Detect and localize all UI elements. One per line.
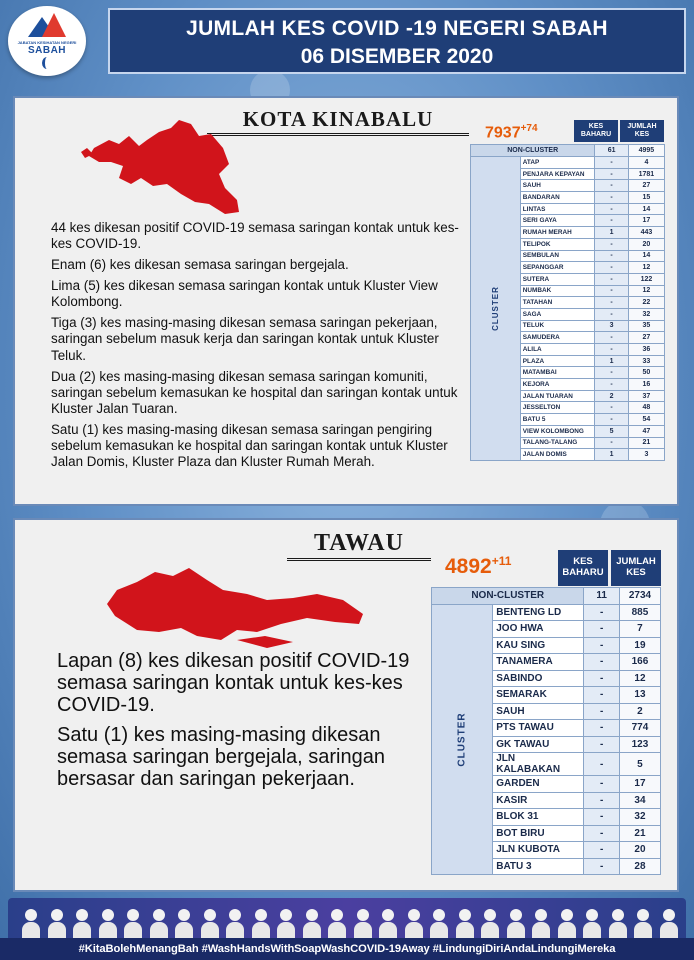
frontliner-figure-icon xyxy=(609,909,627,938)
tw-col-header-new: KES BAHARU xyxy=(558,550,608,586)
cluster-name: PENJARA KEPAYAN xyxy=(520,168,595,180)
cluster-name: GARDEN xyxy=(493,776,584,793)
cluster-name: JLN KUBOTA xyxy=(493,842,584,859)
cluster-new-cases: 3 xyxy=(595,320,629,332)
cluster-name: SAUH xyxy=(493,703,584,720)
cluster-total-cases: 122 xyxy=(628,273,664,285)
cluster-new-cases: - xyxy=(584,842,619,859)
cluster-new-cases: - xyxy=(584,858,619,875)
row-new-cases: 61 xyxy=(595,145,629,157)
kota-kinabalu-map-icon xyxy=(79,118,249,218)
tawau-total-cases xyxy=(445,554,511,579)
kota-kinabalu-cluster-table xyxy=(470,144,665,461)
kota-kinabalu-description xyxy=(51,220,471,475)
cluster-total-cases: 14 xyxy=(628,203,664,215)
cluster-total-cases: 17 xyxy=(628,215,664,227)
cluster-total-cases: 32 xyxy=(619,809,660,826)
cluster-new-cases: - xyxy=(584,720,619,737)
cluster-new-cases: - xyxy=(584,670,619,687)
row-total-cases: 4995 xyxy=(628,145,664,157)
cluster-name: TALANG-TALANG xyxy=(520,437,595,449)
frontliner-figure-icon xyxy=(22,909,40,938)
logo-mountain-icon xyxy=(24,13,70,39)
cluster-name: SEMARAK xyxy=(493,687,584,704)
cluster-new-cases: - xyxy=(584,792,619,809)
tawau-cluster-table xyxy=(431,587,661,875)
cluster-total-cases: 13 xyxy=(619,687,660,704)
kk-paragraph: Enam (6) kes dikesan semasa saringan bergejala. xyxy=(51,257,349,273)
cluster-name: TELUK xyxy=(520,320,595,332)
frontliner-figure-icon xyxy=(507,909,525,938)
cluster-new-cases: - xyxy=(595,250,629,262)
cluster-new-cases: - xyxy=(595,262,629,274)
cluster-total-cases: 15 xyxy=(628,192,664,204)
kk-col-header-total: JUMLAH KES xyxy=(620,120,664,142)
cluster-new-cases: - xyxy=(595,168,629,180)
cluster-name: GK TAWAU xyxy=(493,736,584,753)
kk-paragraph: 44 kes dikesan positif COVID-19 semasa saringan kontak untuk kes-kes COVID-19. xyxy=(51,220,459,252)
frontliner-figure-icon xyxy=(354,909,372,938)
cluster-total-cases: 166 xyxy=(619,654,660,671)
frontliner-figure-icon xyxy=(175,909,193,938)
cluster-name: SAGA xyxy=(520,308,595,320)
cluster-total-cases: 3 xyxy=(628,449,664,461)
cluster-total-cases: 16 xyxy=(628,379,664,391)
cluster-new-cases: - xyxy=(595,180,629,192)
cluster-name: JLN KALABAKAN xyxy=(493,753,584,776)
cluster-name: SABINDO xyxy=(493,670,584,687)
table-row xyxy=(432,604,661,621)
cluster-new-cases: - xyxy=(584,825,619,842)
cluster-new-cases: - xyxy=(584,637,619,654)
cluster-label-text: CLUSTER xyxy=(456,712,468,767)
kk-total-cases xyxy=(485,123,538,142)
cluster-new-cases: - xyxy=(584,703,619,720)
row-label: NON-CLUSTER xyxy=(432,588,584,605)
cluster-total-cases: 47 xyxy=(628,425,664,437)
cluster-new-cases: - xyxy=(595,402,629,414)
cluster-name: JALAN DOMIS xyxy=(520,449,595,461)
cluster-name: BLOK 31 xyxy=(493,809,584,826)
cluster-name: LINTAS xyxy=(520,203,595,215)
frontliner-figure-icon xyxy=(481,909,499,938)
cluster-name: JOO HWA xyxy=(493,621,584,638)
cluster-name: SEPANGGAR xyxy=(520,262,595,274)
cluster-new-cases: - xyxy=(584,687,619,704)
cluster-name: SAMUDERA xyxy=(520,332,595,344)
row-new-cases: 11 xyxy=(584,588,619,605)
cluster-label-text: CLUSTER xyxy=(490,286,500,331)
cluster-new-cases: - xyxy=(595,379,629,391)
cluster-new-cases: - xyxy=(595,308,629,320)
cluster-new-cases: 5 xyxy=(595,425,629,437)
cluster-total-cases: 19 xyxy=(619,637,660,654)
logo-subtitle: JABATAN KESIHATAN NEGERI xyxy=(17,40,77,45)
cluster-total-cases: 54 xyxy=(628,414,664,426)
cluster-total-cases: 34 xyxy=(619,792,660,809)
cluster-total-cases: 48 xyxy=(628,402,664,414)
section-title-kota-kinabalu: KOTA KINABALU xyxy=(207,107,469,136)
cluster-name: BANDARAN xyxy=(520,192,595,204)
frontliner-figure-icon xyxy=(73,909,91,938)
frontliner-figure-icon xyxy=(328,909,346,938)
frontliner-figure-icon xyxy=(558,909,576,938)
page-title-box xyxy=(108,8,686,74)
cluster-new-cases: 1 xyxy=(595,227,629,239)
frontliner-figure-icon xyxy=(634,909,652,938)
frontliner-figure-icon xyxy=(660,909,678,938)
cluster-total-cases: 21 xyxy=(628,437,664,449)
kota-kinabalu-panel xyxy=(13,96,679,506)
frontliner-figure-icon xyxy=(532,909,550,938)
cluster-new-cases: - xyxy=(584,736,619,753)
cluster-name: TELIPOK xyxy=(520,238,595,250)
cluster-new-cases: - xyxy=(595,344,629,356)
cluster-name: TATAHAN xyxy=(520,297,595,309)
cluster-name: RUMAH MERAH xyxy=(520,227,595,239)
cluster-name: BENTENG LD xyxy=(493,604,584,621)
cluster-total-cases: 12 xyxy=(628,262,664,274)
tw-paragraph: Satu (1) kes masing-masing dikesan semasa saringan bergejala, saringan bersasar dan saringan pekerjaan. xyxy=(57,724,385,790)
cluster-name: NUMBAK xyxy=(520,285,595,297)
frontliner-figure-icon xyxy=(124,909,142,938)
cluster-total-cases: 14 xyxy=(628,250,664,262)
tw-paragraph: Lapan (8) kes dikesan positif COVID-19 semasa saringan kontak untuk kes-kes COVID-19. xyxy=(57,650,410,716)
cluster-name: BATU 5 xyxy=(520,414,595,426)
kk-paragraph: Dua (2) kes masing-masing dikesan semasa saringan komuniti, saringan sebelum kemasukan ke hospital dan saringan kontak untuk Kluster Jalan Tuaran. xyxy=(51,368,458,416)
kk-paragraph: Satu (1) kes masing-masing dikesan semasa saringan pengiring sebelum kemasukan ke hospital dan saringan kontak untuk Kluster Jalan Domis, Kluster Plaza dan Kluster Rumah Merah. xyxy=(51,421,448,470)
cluster-total-cases: 2 xyxy=(619,703,660,720)
cluster-total-cases: 28 xyxy=(619,858,660,875)
tw-total-new: +11 xyxy=(491,554,512,568)
cluster-new-cases: - xyxy=(595,157,629,169)
cluster-new-cases: - xyxy=(595,238,629,250)
frontliner-figure-icon xyxy=(226,909,244,938)
frontliner-figure-icon xyxy=(456,909,474,938)
frontliner-figure-icon xyxy=(99,909,117,938)
cluster-total-cases: 36 xyxy=(628,344,664,356)
cluster-name: MATAMBAI xyxy=(520,367,595,379)
cluster-new-cases: - xyxy=(595,203,629,215)
cluster-total-cases: 21 xyxy=(619,825,660,842)
cluster-name: JALAN TUARAN xyxy=(520,390,595,402)
kk-total-new: +74 xyxy=(520,123,538,134)
table-row-non-cluster xyxy=(471,145,665,157)
cluster-name: PLAZA xyxy=(520,355,595,367)
cluster-name: PTS TAWAU xyxy=(493,720,584,737)
cluster-total-cases: 27 xyxy=(628,332,664,344)
cluster-name: SAUH xyxy=(520,180,595,192)
cluster-total-cases: 774 xyxy=(619,720,660,737)
cluster-new-cases: - xyxy=(595,332,629,344)
cluster-new-cases: - xyxy=(584,621,619,638)
cluster-new-cases: 1 xyxy=(595,355,629,367)
cluster-total-cases: 33 xyxy=(628,355,664,367)
logo-name: SABAH xyxy=(27,45,67,56)
cluster-name: SERI GAYA xyxy=(520,215,595,227)
cluster-name: ALILA xyxy=(520,344,595,356)
cluster-new-cases: - xyxy=(595,273,629,285)
kk-paragraph: Lima (5) kes dikesan semasa saringan kontak untuk Kluster View Kolombong. xyxy=(51,278,438,310)
cluster-total-cases: 17 xyxy=(619,776,660,793)
tw-col-header-total: JUMLAH KES xyxy=(611,550,661,586)
cluster-total-cases: 35 xyxy=(628,320,664,332)
cluster-new-cases: - xyxy=(595,215,629,227)
cluster-total-cases: 443 xyxy=(628,227,664,239)
table-row xyxy=(471,157,665,169)
cluster-total-cases: 123 xyxy=(619,736,660,753)
kk-paragraph: Tiga (3) kes masing-masing dikesan semasa saringan pekerjaan, saringan sebelum masuk kerja dan saringan kontak untuk Kluster Teluk. xyxy=(51,315,439,363)
row-label: NON-CLUSTER xyxy=(471,145,595,157)
cluster-total-cases: 12 xyxy=(619,670,660,687)
frontliner-figure-icon xyxy=(252,909,270,938)
cluster-new-cases: - xyxy=(595,367,629,379)
row-total-cases: 2734 xyxy=(619,588,660,605)
cluster-name: SEMBULAN xyxy=(520,250,595,262)
frontliner-figure-icon xyxy=(201,909,219,938)
frontliner-figure-icon xyxy=(405,909,423,938)
cluster-new-cases: 2 xyxy=(595,390,629,402)
cluster-name: TANAMERA xyxy=(493,654,584,671)
report-date: 06 DISEMBER 2020 xyxy=(300,45,494,68)
cluster-total-cases: 7 xyxy=(619,621,660,638)
cluster-new-cases: - xyxy=(595,437,629,449)
cluster-total-cases: 32 xyxy=(628,308,664,320)
frontliner-figure-icon xyxy=(379,909,397,938)
cluster-new-cases: - xyxy=(595,297,629,309)
cluster-total-cases: 885 xyxy=(619,604,660,621)
cluster-side-label xyxy=(432,604,493,875)
cluster-name: VIEW KOLOMBONG xyxy=(520,425,595,437)
cluster-new-cases: - xyxy=(595,285,629,297)
cluster-name: ATAP xyxy=(520,157,595,169)
frontliners-illustration xyxy=(8,898,686,938)
frontliner-figure-icon xyxy=(150,909,168,938)
cluster-new-cases: - xyxy=(584,753,619,776)
cluster-new-cases: - xyxy=(584,776,619,793)
section-title-tawau: TAWAU xyxy=(287,530,431,561)
cluster-total-cases: 22 xyxy=(628,297,664,309)
cluster-new-cases: - xyxy=(584,809,619,826)
tw-total-value: 4892 xyxy=(445,555,492,578)
table-row-non-cluster xyxy=(432,588,661,605)
tawau-description xyxy=(57,650,437,798)
cluster-total-cases: 20 xyxy=(628,238,664,250)
cluster-total-cases: 50 xyxy=(628,367,664,379)
frontliner-figure-icon xyxy=(303,909,321,938)
frontliner-figure-icon xyxy=(48,909,66,938)
cluster-name: KEJORA xyxy=(520,379,595,391)
page-title: JUMLAH KES COVID -19 NEGERI SABAH xyxy=(186,17,608,40)
cluster-new-cases: 1 xyxy=(595,449,629,461)
frontliner-figure-icon xyxy=(430,909,448,938)
cluster-name: JESSELTON xyxy=(520,402,595,414)
cluster-total-cases: 20 xyxy=(619,842,660,859)
tawau-panel xyxy=(13,518,679,892)
cluster-total-cases: 1781 xyxy=(628,168,664,180)
cluster-total-cases: 5 xyxy=(619,753,660,776)
tawau-map-icon xyxy=(97,560,367,650)
footer-hashtags: #KitaBolehMenangBah #WashHandsWithSoapWashCOVID-19Away #LindungiDiriAndaLindungiMereka xyxy=(0,938,694,960)
cluster-new-cases: - xyxy=(595,192,629,204)
cluster-name: KASIR xyxy=(493,792,584,809)
cluster-name: BOT BIRU xyxy=(493,825,584,842)
logo-swish-icon xyxy=(42,57,52,69)
cluster-total-cases: 4 xyxy=(628,157,664,169)
cluster-name: SUTERA xyxy=(520,273,595,285)
cluster-total-cases: 27 xyxy=(628,180,664,192)
frontliner-figure-icon xyxy=(583,909,601,938)
cluster-total-cases: 37 xyxy=(628,390,664,402)
cluster-new-cases: - xyxy=(584,604,619,621)
frontliner-figure-icon xyxy=(277,909,295,938)
kk-col-header-new: KES BAHARU xyxy=(574,120,618,142)
jkn-sabah-logo xyxy=(8,6,86,76)
cluster-new-cases: - xyxy=(595,414,629,426)
cluster-name: BATU 3 xyxy=(493,858,584,875)
kk-total-value: 7937 xyxy=(485,124,521,142)
cluster-name: KAU SING xyxy=(493,637,584,654)
cluster-new-cases: - xyxy=(584,654,619,671)
cluster-total-cases: 12 xyxy=(628,285,664,297)
cluster-side-label xyxy=(471,157,521,461)
